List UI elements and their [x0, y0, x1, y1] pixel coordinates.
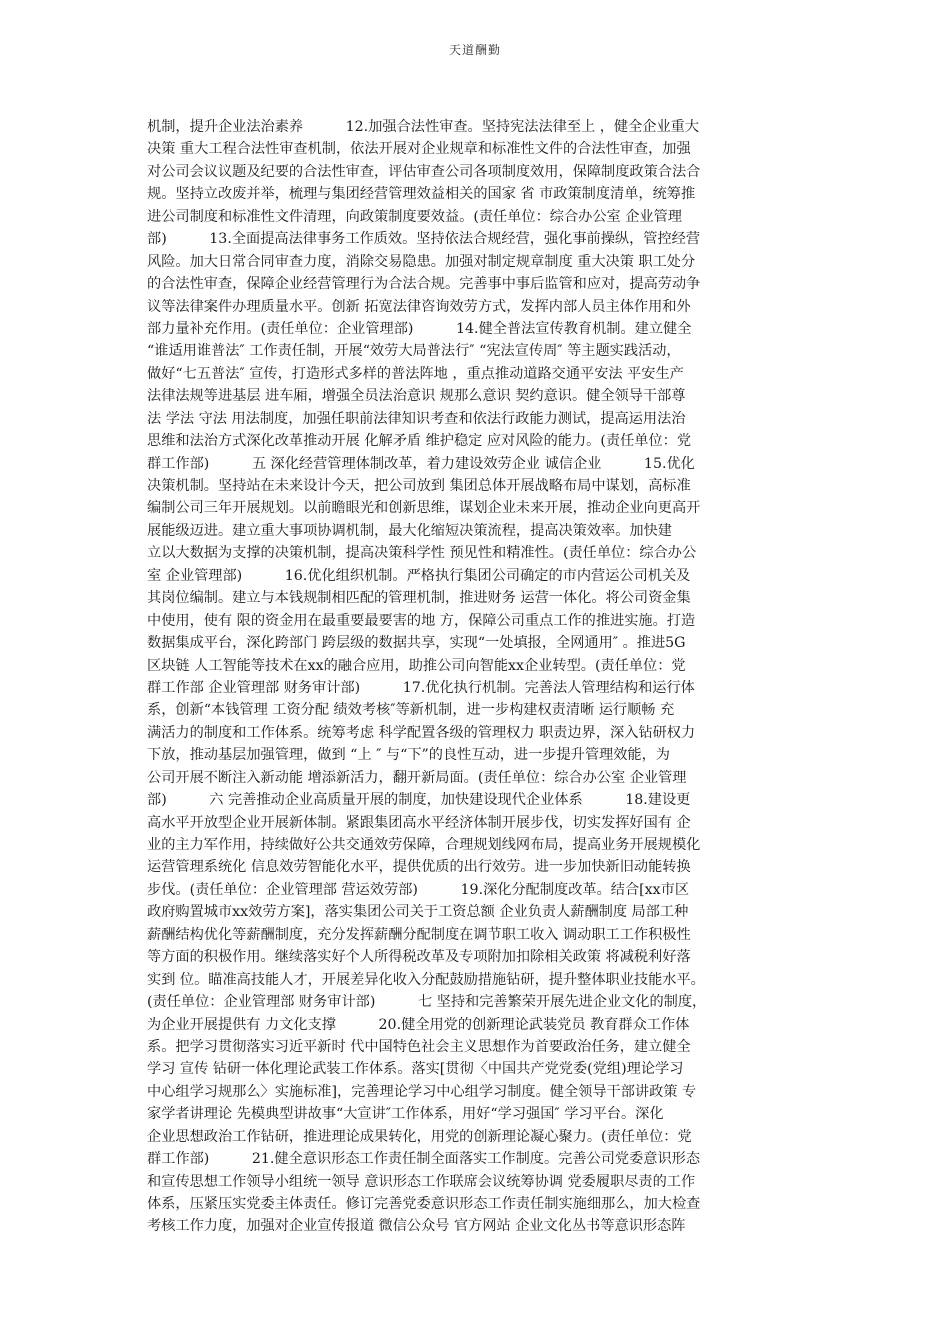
page-header: 天道酬勤 — [448, 43, 501, 57]
text-line: 立以大数据为支撑的决策机制，提高决策科学性 预见性和精准性。(责任单位：综合办公 — [147, 545, 697, 562]
text-line: 群工作部) 五 深化经营管理体制改革，着力建设效劳企业 诚信企业 15.优化 — [147, 455, 695, 472]
text-line: 群工作部) 21.健全意识形态工作责任制全面落实工作制度。完善公司党委意识形态 — [147, 1151, 701, 1168]
text-line: 思维和法治方式深化改革推动开展 化解矛盾 维护稳定 应对风险的能力。(责任单位：党 — [147, 433, 692, 450]
text-line: 系。把学习贯彻落实习近平新时 代中国特色社会主义思想作为首要政治任务，建立健全 — [147, 1038, 691, 1055]
text-line: 议等法律案件办理质量水平。创新 拓宽法律咨询效劳方式，发挥内部人员主体作用和外 — [147, 298, 691, 315]
text-line: 和宣传思想工作领导小组统一领导 意识形态工作联席会议统筹协调 党委履职尽责的工作 — [147, 1173, 696, 1190]
text-line: 法律法规等进基层 进车厢，增强全员法治意识 规那么意识 契约意识。健全领导干部尊 — [147, 388, 686, 405]
text-line: 实到 位。瞄准高技能人才，开展差异化收入分配鼓励措施钻研，提升整体职业技能水平。 — [147, 971, 705, 988]
text-line: 风险。加大日常合同审查力度，消除交易隐患。加强对制定规章制度 重大决策 职工处分 — [147, 253, 696, 270]
text-line: 企业思想政治工作钻研，推进理论成果转化，用党的创新理论凝心聚力。(责任单位：党 — [147, 1128, 692, 1145]
text-line: 政府购置城市xx效劳方案]，落实集团公司关于工资总额 企业负责人薪酬制度 局部工种 — [147, 904, 689, 921]
text-line: 中使用，使有 限的资金用在最重要最要害的地 方，保障公司重点工作的推进实施。打造 — [147, 612, 696, 629]
text-line: 法 学法 守法 用法制度，加强任职前法律知识考查和依法行政能力测试，提高运用法治 — [147, 410, 686, 427]
text-line: 业的主力军作用，持续做好公共交通效劳保障，合理规划线网布局，提高业务开展规模化 — [147, 837, 701, 853]
body-paragraph — [147, 116, 807, 1238]
text-line: 下放，推动基层加强管理，做到 “上 ″ 与“下”的良性互动，进一步提升管理效能，为 — [147, 747, 670, 764]
text-line: 为企业开展提供有 力文化支撑 20.健全用党的创新理论武装党员 教育群众工作体 — [147, 1016, 690, 1033]
text-line: 室 企业管理部) 16.优化组织机制。严格执行集团公司确定的市内营运公司机关及 — [147, 567, 691, 584]
text-line: 区块链 人工智能等技术在xx的融合应用，助推公司向智能xx企业转型。(责任单位：党 — [147, 657, 686, 674]
text-line: (责任单位：企业管理部 财务审计部) 七 坚持和完善繁荣开展先进企业文化的制度， — [147, 994, 707, 1011]
text-line: 等方面的积极作用。继续落实好个人所得税改革及专项附加扣除相关政策 将减税利好落 — [147, 949, 691, 966]
text-line: 其岗位编制。建立与本钱规制相匹配的管理机制，推进财务 运营一体化。将公司资金集 — [147, 590, 691, 607]
text-line: 决策 重大工程合法性审查机制，依法开展对企业规章和标准性文件的合法性审查，加强 — [147, 141, 691, 158]
text-line: 考核工作力度，加强对企业宣传报道 微信公众号 官方网站 企业文化丛书等意识形态阵 — [147, 1218, 686, 1235]
text-line: 运营管理系统化 信息效劳智能化水平，提供优质的出行效劳。进一步加快新旧动能转换 — [147, 859, 691, 876]
text-line: 机制，提升企业法治素养 12.加强合法性审查。坚持宪法法律至上 ，健全企业重大 — [147, 119, 700, 135]
text-line: 部) 13.全面提高法律事务工作质效。坚持依法合规经营，强化事前操纵，管控经营 — [147, 231, 701, 248]
document-body — [147, 116, 807, 1238]
text-line: 编制公司三年开展规划。以前瞻眼光和创新思维，谋划企业未来开展，推动企业向更高开 — [147, 500, 701, 517]
text-line: 对公司会议议题及纪要的合法性审查，评估审查公司各项制度效用，保障制度政策合法合 — [147, 163, 701, 180]
text-line: 部力量补充作用。(责任单位：企业管理部) 14.健全普法宣传教育机制。建立健全 — [147, 320, 692, 337]
text-line: 系，创新“本钱管理 工资分配 绩效考核″等新机制，进一步构建权责清晰 运行顺畅 充 — [147, 702, 675, 719]
text-line: “谁适用谁普法″ 工作责任制，开展“效劳大局普法行″ “宪法宣传周″ 等主题实践活动， — [147, 343, 681, 360]
text-line: 规。坚持立改废并举，梳理与集团经营管理效益相关的国家 省 市政策制度清单，统筹推 — [147, 186, 696, 203]
text-line: 体系，压紧压实党委主体责任。修订完善党委意识形态工作责任制实施细那么，加大检查 — [147, 1196, 701, 1212]
text-line: 公司开展不断注入新动能 增添新活力，翻开新局面。(责任单位：综合办公室 企业管理 — [147, 769, 687, 786]
text-line: 的合法性审查，保障企业经营管理行为合法合规。完善事中事后监管和应对，提高劳动争 — [147, 276, 701, 293]
text-line: 家学者讲理论 先模典型讲故事“大宣讲″工作体系，用好“学习强国″ 学习平台。深化 — [147, 1106, 664, 1123]
text-line: 中心组学习规那么〉实施标准]，完善理论学习中心组学习制度。健全领导干部讲政策 专 — [147, 1083, 697, 1100]
text-line: 学习 宣传 钻研一体化理论武装工作体系。落实[贯彻〈中国共产党党委(党组)理论学习 — [147, 1061, 684, 1078]
text-line: 决策机制。坚持站在未来设计今天，把公司放到 集团总体开展战略布局中谋划，高标准 — [147, 478, 691, 494]
text-line: 部) 六 完善推动企业高质量开展的制度，加快建设现代企业体系 18.建设更 — [147, 792, 691, 809]
text-line: 群工作部 企业管理部 财务审计部) 17.优化执行机制。完善法人管理结构和运行体 — [147, 679, 695, 696]
text-line: 做好“七五普法″ 宣传，打造形式多样的普法阵地 ，重点推动道路交通平安法 平安生产 — [147, 365, 684, 382]
text-line: 薪酬结构优化等薪酬制度，充分发挥薪酬分配制度在调节职工收入 调动职工工作积极性 — [147, 926, 691, 943]
text-line: 高水平开放型企业开展新体制。紧跟集团高水平经济体制开展步伐，切实发挥好国有 企 — [147, 814, 691, 831]
text-line: 满活力的制度和工作体系。统筹考虑 科学配置各级的管理权力 职责边界，深入钻研权力 — [147, 724, 696, 741]
text-line: 数据集成平台，深化跨部门 跨层级的数据共享，实现“一处填报，全网通用″ 。推进5G — [147, 635, 686, 652]
text-line: 进公司制度和标准性文件清理，向政策制度要效益。(责任单位：综合办公室 企业管理 — [147, 208, 682, 225]
text-line: 展能级迈进。建立重大事项协调机制，最大化缩短决策流程，提高决策效率。加快建 — [147, 522, 672, 539]
text-line: 步伐。(责任单位：企业管理部 营运效劳部) 19.深化分配制度改革。结合[xx市区 — [147, 881, 690, 898]
